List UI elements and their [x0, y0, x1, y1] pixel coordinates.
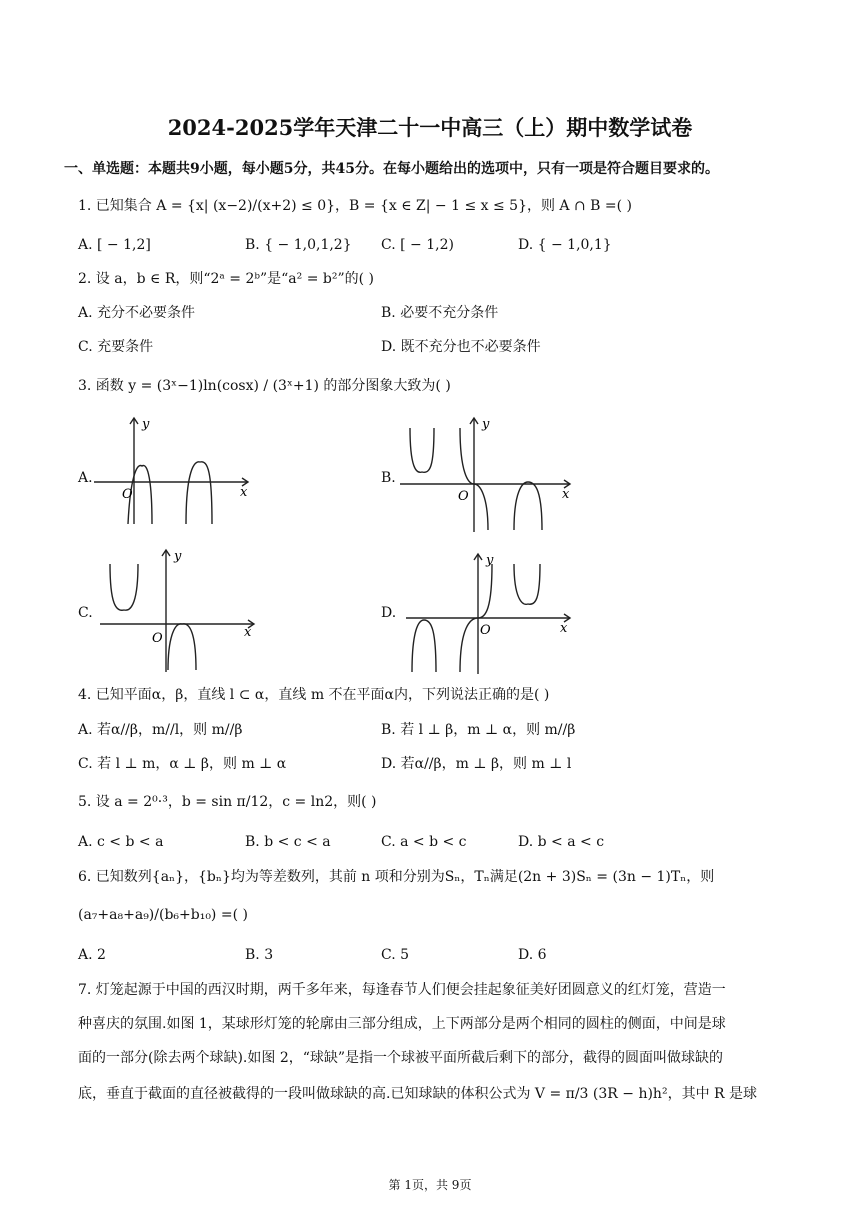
axis-x-label: x	[562, 487, 570, 502]
q3-graph-d	[404, 548, 576, 678]
q3-option-b-label: B.	[381, 470, 396, 486]
q1-stem: 1. 已知集合 A = {x| (x−2)/(x+2) ≤ 0}，B = {x ∈ Z| − 1 ≤ x ≤ 5}，则 A ∩ B =( )	[78, 198, 633, 214]
q7-line-2: 种喜庆的氛围.如图 1，某球形灯笼的轮廓由三部分组成，上下两部分是两个相同的圆柱的侧面，中间是球	[78, 1016, 726, 1032]
axis-y-label: y	[486, 553, 494, 568]
axis-x-label: x	[240, 485, 248, 500]
q1-option-a: A. [ − 1,2]	[78, 237, 151, 253]
origin-label: O	[480, 623, 491, 638]
origin-label: O	[458, 489, 469, 504]
q6-option-b: B. 3	[245, 947, 274, 963]
q3-graph-b	[398, 412, 578, 536]
q7-line-3: 面的一部分(除去两个球缺).如图 2，“球缺”是指一个球被平面所截后剩下的部分，截得的圆面叫做球缺的	[78, 1050, 724, 1066]
origin-label: O	[152, 631, 163, 646]
axis-y-label: y	[142, 417, 150, 432]
q4-option-d: D. 若α//β，m ⊥ β，则 m ⊥ l	[381, 756, 572, 772]
q4-option-b: B. 若 l ⊥ β，m ⊥ α，则 m//β	[381, 722, 576, 738]
q3-option-d-label: D.	[381, 605, 397, 621]
q6-stem-fraction: (a₇+a₈+a₉)/(b₆+b₁₀) =( )	[78, 907, 248, 923]
q6-option-c: C. 5	[381, 947, 410, 963]
q1-option-c: C. [ − 1,2)	[381, 237, 454, 253]
q4-option-c: C. 若 l ⊥ m，α ⊥ β，则 m ⊥ α	[78, 756, 287, 772]
page-title: 2024-2025学年天津二十一中高三（上）期中数学试卷	[167, 115, 693, 140]
q6-option-d: D. 6	[518, 947, 547, 963]
q5-stem: 5. 设 a = 2⁰·³，b = sin π/12，c = ln2，则( )	[78, 794, 377, 810]
q2-stem: 2. 设 a，b ∈ R，则“2ᵃ = 2ᵇ”是“a² = b²”的( )	[78, 271, 374, 287]
q5-option-b: B. b < c < a	[245, 834, 331, 850]
q1-option-b: B. { − 1,0,1,2}	[245, 237, 352, 253]
q3-graph-a	[90, 412, 260, 528]
q2-option-a: A. 充分不必要条件	[78, 305, 196, 321]
axis-x-label: x	[244, 625, 252, 640]
q6-stem: 6. 已知数列{aₙ}，{bₙ}均为等差数列，其前 n 项和分别为Sₙ，Tₙ满足(2n + 3)Sₙ = (3n − 1)Tₙ，则	[78, 869, 715, 885]
q2-option-c: C. 充要条件	[78, 339, 154, 355]
q5-option-a: A. c < b < a	[78, 834, 164, 850]
q7-line-4: 底，垂直于截面的直径被截得的一段叫做球缺的高.已知球缺的体积公式为 V = π/3 (3R − h)h²，其中 R 是球	[78, 1086, 758, 1102]
axis-y-label: y	[482, 417, 490, 432]
axis-x-label: x	[560, 621, 568, 636]
q3-option-c-label: C.	[78, 605, 93, 621]
section-heading: 一、单选题：本题共9小题，每小题5分，共45分。在每小题给出的选项中，只有一项是符合题目要求的。	[64, 161, 719, 177]
origin-label: O	[122, 487, 133, 502]
q3-option-a-label: A.	[78, 470, 93, 486]
q5-option-c: C. a < b < c	[381, 834, 467, 850]
q7-line-1: 7. 灯笼起源于中国的西汉时期，两千多年来，每逢春节人们便会挂起象征美好团圆意义的红灯笼，营造一	[78, 982, 726, 998]
q3-graph-c	[96, 544, 264, 674]
q2-option-b: B. 必要不充分条件	[381, 305, 499, 321]
q5-option-d: D. b < a < c	[518, 834, 605, 850]
q2-option-d: D. 既不充分也不必要条件	[381, 339, 541, 355]
q4-option-a: A. 若α//β，m//l，则 m//β	[78, 722, 243, 738]
q4-stem: 4. 已知平面α，β，直线 l ⊂ α，直线 m 不在平面α内，下列说法正确的是( )	[78, 687, 550, 703]
q6-option-a: A. 2	[78, 947, 106, 963]
q1-option-d: D. { − 1,0,1}	[518, 237, 612, 253]
q3-stem: 3. 函数 y = (3ˣ−1)ln(cosx) / (3ˣ+1) 的部分图象大致为( )	[78, 378, 451, 394]
page-footer: 第 1页，共 9页	[388, 1178, 472, 1192]
axis-y-label: y	[174, 549, 182, 564]
